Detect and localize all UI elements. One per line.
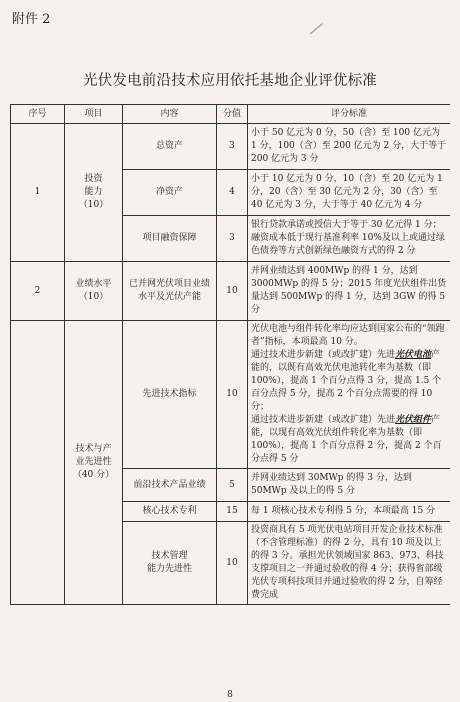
document-title: 光伏发电前沿技术应用依托基地企业评优标准: [83, 73, 377, 89]
criteria-text: 通过技术进步新建（或改扩建）先进: [251, 350, 396, 360]
header-no: 序号: [11, 105, 65, 124]
criteria-text: 通过技术进步新建（或改扩建）先进: [251, 415, 396, 425]
criteria-cell: 小于 10 亿元为 0 分，10（含）至 20 亿元为 1 分，20（含）至 30 亿元为 2 分，30（含）至 40 亿元为 3 分，大于等于 40 亿元为 4 分: [248, 170, 451, 216]
category-cell: 投资 能力 （10）: [65, 124, 123, 262]
criteria-cell: [248, 321, 451, 469]
score-cell: 5: [217, 469, 248, 502]
criteria-cell: 每 1 项核心技术专利得 5 分，本项最高 15 分: [248, 502, 451, 522]
content-cell: 前沿技术产品业绩: [123, 469, 217, 502]
content-cell: 核心技术专利: [123, 502, 217, 522]
header-item: 项目: [65, 105, 123, 124]
criteria-cell: 银行贷款承诺或授信大于等于 30 亿元得 1 分；融资成本低于现行基准利率 10%及以上或通过绿色债券等方式创新绿色融资方式的得 2 分: [248, 216, 451, 262]
criteria-cell: 并网业绩达到 30MWp 的得 3 分，达到 50MWp 及以上的得 5 分: [248, 469, 451, 502]
criteria-cell: 小于 50 亿元为 0 分，50（含）至 100 亿元为 1 分，100（含）至 200 亿元为 2 分，大于等于 200 亿元为 3 分: [248, 124, 451, 170]
content-cell: 先进技术指标: [123, 321, 217, 469]
criteria-cell: 投资商具有 5 项光伏电站项目开发企业技术标准（不含管理标准）的得 2 分，具有 10 项及以上的得 3 分。承担光伏领域国家 863、973、科技支撑项目之一并通过验收的得 4 分；获得省部级光伏专项科技项目并通过验收的得 2 分，自筹经费完成: [248, 522, 451, 605]
row-number: [11, 321, 65, 605]
table-row: [11, 262, 451, 321]
pen-mark: [310, 23, 324, 36]
header-score: 分值: [217, 105, 248, 124]
score-cell: 15: [217, 502, 248, 522]
category-cell: 业绩水平 （10）: [65, 262, 123, 321]
criteria-text: 产能，以现有高效光伏组件转化率为基数（即 100%），提高 1 个百分点得 2 分，提高 2 个百分点得 5 分: [251, 415, 442, 464]
score-cell: 3: [217, 216, 248, 262]
row-number: 1: [11, 124, 65, 262]
score-cell: 10: [217, 262, 248, 321]
criteria-cell: 并网业绩达到 400MWp 的得 1 分，达到 3000MWp 的得 5 分；2015 年度光伏组件出货量达到 500MWp 的得 1 分，达到 3GW 的得 5 分: [248, 262, 451, 321]
attachment-label: 附件 2: [12, 12, 51, 27]
score-cell: 3: [217, 124, 248, 170]
content-cell: 项目融资保障: [123, 216, 217, 262]
category-cell: 技术与产 业先进性 （40 分）: [65, 321, 123, 605]
table-header-row: [11, 105, 451, 124]
emphasis-text: 光伏电池: [395, 350, 432, 360]
content-cell: 净资产: [123, 170, 217, 216]
table-row: [11, 124, 451, 170]
content-cell: 技术管理 能力先进性: [123, 522, 217, 605]
content-cell: 总资产: [123, 124, 217, 170]
criteria-text: 产能的，以既有高效光伏电池转化率为基数（即 100%），提高 1 个百分点得 3 分，提高 1.5 个百分点得 5 分，提高 2 个百分点需要的得 10 分；: [251, 350, 442, 412]
criteria-table: [10, 104, 450, 605]
score-cell: 10: [217, 321, 248, 469]
content-cell: 已并网光伏项目业绩水平及光伏产能: [123, 262, 217, 321]
table-row: [11, 321, 451, 469]
header-criteria: 评分标准: [248, 105, 451, 124]
header-content: 内容: [123, 105, 217, 124]
criteria-text: 光伏电池与组件转化率均应达到国家公布的“领跑者”指标，本项最高 10 分。: [251, 324, 445, 347]
score-cell: 10: [217, 522, 248, 605]
page-number: 8: [227, 690, 233, 700]
score-cell: 4: [217, 170, 248, 216]
criteria-table-container: [10, 104, 450, 694]
row-number: 2: [11, 262, 65, 321]
emphasis-text: 光伏组件: [395, 415, 432, 425]
